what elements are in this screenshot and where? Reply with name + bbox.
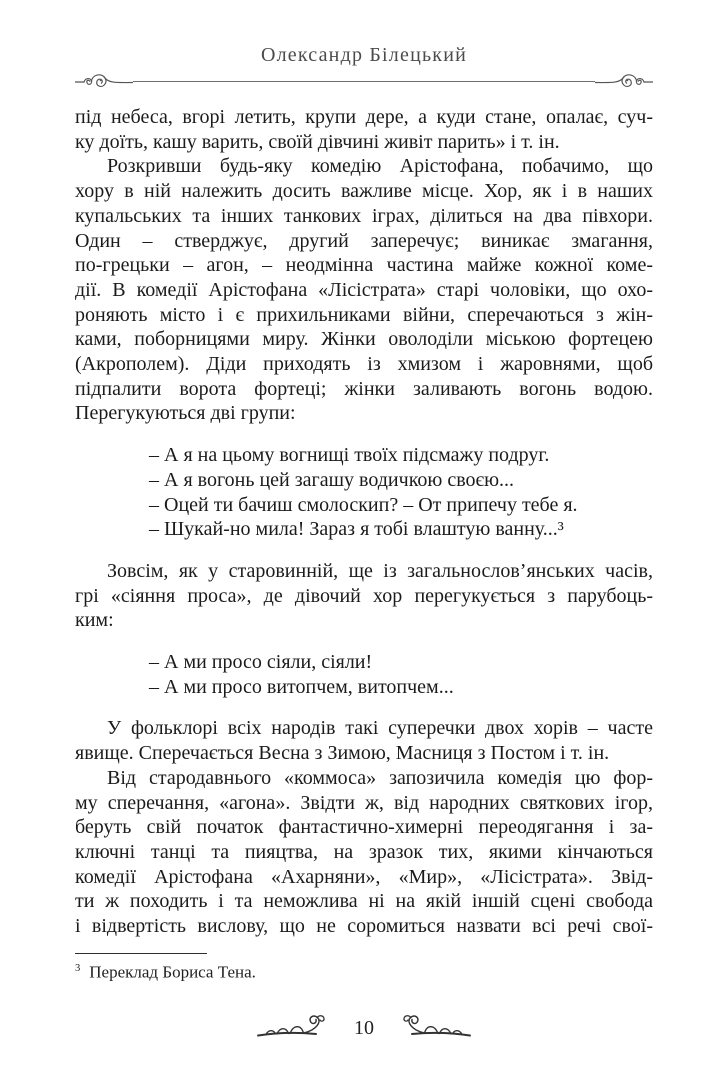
text-line: під небеса, вгорі летить, крупи дере, а куди стане, опалає, суч- bbox=[75, 106, 653, 128]
paragraph-choir bbox=[75, 154, 653, 426]
header-flourish-right-icon bbox=[595, 69, 653, 93]
verse-line: – А ми просо сіяли, сіяли! bbox=[149, 651, 373, 674]
text-line: ким: bbox=[75, 609, 114, 632]
text-line: дії. В комедії Арістофана «Лісістрата» старі чоловіки, що охо- bbox=[75, 278, 653, 301]
paragraph-folk-game bbox=[75, 559, 653, 633]
text-line: Зовсім, як у старовинній, ще із загальнослов’янських часів, bbox=[107, 559, 653, 582]
text-line: комедії Арістофана «Ахарняни», «Мир», «Лісістрата». Звід- bbox=[75, 865, 653, 888]
page-footer bbox=[75, 1013, 653, 1043]
verse-line: – Шукай-но мила! Зараз я тобі влаштую ванну...³ bbox=[149, 518, 564, 541]
text-line: му сперечання, «агона». Звідти ж, від народних святкових ігор, bbox=[75, 791, 653, 814]
text-line: явище. Сперечається Весна з Зимою, Масниця з Постом і т. ін. bbox=[75, 742, 610, 765]
text-line: ти ж походить і та неможлива ні на якій іншій сцені свобода bbox=[75, 890, 653, 913]
paragraph-continuation bbox=[75, 105, 653, 154]
text-line: хору в ній належить досить важливе місце. Хор, як і в наших bbox=[75, 180, 653, 203]
text-line: У фольклорі всіх народів такі суперечки двох хорів – часте bbox=[107, 717, 653, 740]
paragraph-kommos bbox=[75, 766, 653, 939]
text-line: ключні танці та пияцтва, на зразок тих, якими кінчаються bbox=[75, 840, 653, 863]
verse-line: – А я вогонь цей загашу водичкою своєю... bbox=[149, 468, 515, 491]
text-line: підпалити ворота фортеці; жінки заливають вогонь водою. bbox=[75, 377, 653, 400]
verse-block-proso bbox=[75, 650, 653, 699]
text-line: ку доїть, кашу варить, своїй дівчині живіт парить» і т. ін. bbox=[75, 130, 560, 153]
header-ornament-rule bbox=[75, 69, 653, 93]
footer-flourish-right-icon bbox=[388, 1013, 472, 1043]
text-line: роняють місто і є прихильниками війни, сперечаються з жін- bbox=[75, 303, 653, 326]
page-body bbox=[75, 105, 653, 983]
footnote-block bbox=[75, 953, 653, 984]
text-line: по-грецьки – агон, – неодмінна частина майже кожної коме- bbox=[75, 254, 653, 277]
text-line: беруть свій початок фантастично-химерні переодягання і за- bbox=[75, 816, 653, 839]
verse-line: – Оцей ти бачиш смолоскип? – От припечу тебе я. bbox=[149, 493, 578, 516]
page-number: 10 bbox=[354, 1017, 374, 1040]
text-line: Перегукуються дві групи: bbox=[75, 402, 296, 425]
footer-flourish-left-icon bbox=[256, 1013, 340, 1043]
verse-line: – А ми просо витопчем, витопчем... bbox=[149, 675, 454, 698]
text-line: грі «сіяння проса», де дівочий хор перегукується з парубоць- bbox=[75, 584, 653, 607]
text-line: купальських та інших танкових іграх, ділиться на два півхори. bbox=[75, 204, 653, 227]
footnote-text-line bbox=[75, 958, 653, 984]
text-line: (Акрополем). Діди приходять із хмизом і жаровнями, щоб bbox=[75, 353, 653, 376]
verse-line: – А я на цьому вогнищі твоїх підсмажу подруг. bbox=[149, 444, 550, 467]
text-line: ками, поборницями миру. Жінки оволоділи міською фортецею bbox=[75, 328, 653, 351]
footnote-text: Переклад Бориса Тена. bbox=[89, 962, 256, 982]
text-line: Розкривши будь-яку комедію Арістофана, побачимо, що bbox=[107, 155, 653, 178]
page-header bbox=[75, 44, 653, 93]
header-flourish-left-icon bbox=[75, 69, 133, 93]
footnote-marker: 3 bbox=[75, 962, 81, 974]
header-rule-line bbox=[133, 81, 595, 82]
running-head-author: Олександр Білецький bbox=[260, 44, 468, 66]
text-line: Від стародавнього «коммоса» запозичила комедія цю фор- bbox=[107, 766, 653, 789]
text-line: і відвертість вислову, що не соромиться назвати всі речі свої- bbox=[75, 915, 653, 938]
verse-block-lysistrata bbox=[75, 443, 653, 542]
paragraph-folklore bbox=[75, 716, 653, 765]
footnote-separator bbox=[75, 953, 207, 954]
text-line: Один – стверджує, другий заперечує; виникає змагання, bbox=[75, 229, 653, 252]
